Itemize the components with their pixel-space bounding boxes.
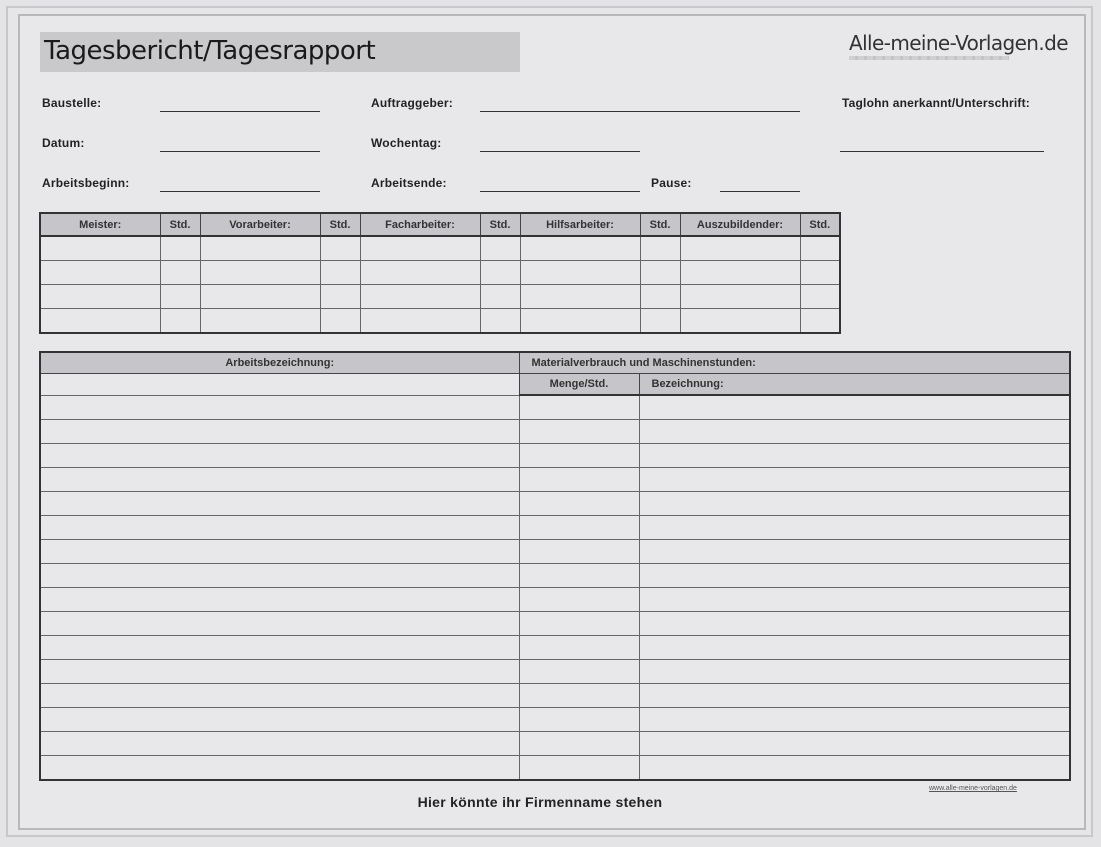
arbeitsbeginn-label: Arbeitsbeginn:: [42, 176, 130, 190]
auftraggeber-field[interactable]: [480, 111, 800, 112]
crew-row: [40, 309, 840, 334]
crew-cell[interactable]: [160, 236, 200, 261]
work-row: [40, 444, 1070, 468]
company-footer: Hier könnte ihr Firmenname stehen: [417, 794, 663, 810]
work-row: [40, 588, 1070, 612]
quantity-cell[interactable]: [519, 516, 639, 540]
crew-cell[interactable]: [640, 309, 680, 334]
material-description-cell[interactable]: [639, 588, 1070, 612]
crew-cell[interactable]: [800, 261, 840, 285]
crew-cell[interactable]: [160, 261, 200, 285]
wochentag-label: Wochentag:: [371, 136, 442, 150]
crew-cell[interactable]: [800, 236, 840, 261]
work-row: [40, 516, 1070, 540]
quantity-cell[interactable]: [519, 684, 639, 708]
quantity-cell[interactable]: [519, 395, 639, 420]
work-row: [40, 540, 1070, 564]
crew-header: Hilfsarbeiter:: [520, 213, 640, 236]
auftraggeber-label: Auftraggeber:: [371, 96, 453, 110]
work-description-cell[interactable]: [40, 516, 519, 540]
work-row: [40, 468, 1070, 492]
crew-cell[interactable]: [520, 309, 640, 334]
crew-cell[interactable]: [800, 285, 840, 309]
quantity-cell[interactable]: [519, 540, 639, 564]
crew-cell[interactable]: [480, 261, 520, 285]
crew-header: Vorarbeiter:: [200, 213, 320, 236]
work-description-cell[interactable]: [40, 660, 519, 684]
crew-cell[interactable]: [40, 309, 160, 334]
crew-cell[interactable]: [800, 309, 840, 334]
wochentag-field[interactable]: [480, 151, 640, 152]
material-header: Materialverbrauch und Maschinenstunden:: [519, 352, 1070, 374]
work-row: [40, 395, 1070, 420]
work-row: [40, 492, 1070, 516]
crew-header: Std.: [640, 213, 680, 236]
material-description-cell[interactable]: [639, 660, 1070, 684]
arbeitsbezeichnung-header: Arbeitsbezeichnung:: [40, 352, 519, 374]
quantity-cell[interactable]: [519, 660, 639, 684]
pause-label: Pause:: [651, 176, 692, 190]
crew-header: Std.: [160, 213, 200, 236]
material-description-cell[interactable]: [639, 540, 1070, 564]
quantity-cell[interactable]: [519, 756, 639, 781]
material-description-cell[interactable]: [639, 492, 1070, 516]
crew-cell[interactable]: [360, 261, 480, 285]
brand-underline: [849, 56, 1009, 60]
work-description-cell[interactable]: [40, 756, 519, 781]
work-description-cell[interactable]: [40, 468, 519, 492]
material-description-cell[interactable]: [639, 395, 1070, 420]
material-description-cell[interactable]: [639, 444, 1070, 468]
crew-header: Facharbeiter:: [360, 213, 480, 236]
crew-cell[interactable]: [680, 285, 800, 309]
material-description-cell[interactable]: [639, 732, 1070, 756]
arbeitsbezeichnung-subheader: [40, 374, 519, 396]
work-description-cell[interactable]: [40, 708, 519, 732]
menge-header: Menge/Std.: [519, 374, 639, 396]
material-description-cell[interactable]: [639, 516, 1070, 540]
work-description-cell[interactable]: [40, 492, 519, 516]
crew-cell[interactable]: [480, 285, 520, 309]
crew-row: [40, 285, 840, 309]
material-description-cell[interactable]: [639, 756, 1070, 781]
crew-cell[interactable]: [200, 236, 320, 261]
quantity-cell[interactable]: [519, 420, 639, 444]
footer-link[interactable]: www.alle-meine-vorlagen.de: [929, 785, 1017, 792]
work-row: [40, 636, 1070, 660]
quantity-cell[interactable]: [519, 708, 639, 732]
crew-cell[interactable]: [320, 309, 360, 334]
crew-header: Std.: [480, 213, 520, 236]
work-row: [40, 420, 1070, 444]
pause-field[interactable]: [720, 191, 800, 192]
crew-cell[interactable]: [40, 261, 160, 285]
quantity-cell[interactable]: [519, 636, 639, 660]
quantity-cell[interactable]: [519, 612, 639, 636]
work-description-cell[interactable]: [40, 395, 519, 420]
work-description-cell[interactable]: [40, 444, 519, 468]
work-description-cell[interactable]: [40, 564, 519, 588]
arbeitsbeginn-field[interactable]: [160, 191, 320, 192]
crew-cell[interactable]: [520, 261, 640, 285]
crew-cell[interactable]: [320, 285, 360, 309]
work-row: [40, 564, 1070, 588]
crew-cell[interactable]: [40, 285, 160, 309]
datum-field[interactable]: [160, 151, 320, 152]
crew-cell[interactable]: [360, 285, 480, 309]
crew-cell[interactable]: [480, 236, 520, 261]
taglohn-label: Taglohn anerkannt/Unterschrift:: [842, 96, 1030, 110]
work-description-cell[interactable]: [40, 636, 519, 660]
baustelle-field[interactable]: [160, 111, 320, 112]
work-row: [40, 660, 1070, 684]
crew-cell[interactable]: [320, 236, 360, 261]
crew-cell[interactable]: [320, 261, 360, 285]
quantity-cell[interactable]: [519, 732, 639, 756]
crew-cell[interactable]: [200, 309, 320, 334]
work-description-cell[interactable]: [40, 732, 519, 756]
signature-field[interactable]: [840, 151, 1044, 152]
work-description-cell[interactable]: [40, 540, 519, 564]
work-description-cell[interactable]: [40, 420, 519, 444]
crew-row: [40, 236, 840, 261]
work-description-cell[interactable]: [40, 612, 519, 636]
crew-cell[interactable]: [520, 236, 640, 261]
crew-cell[interactable]: [640, 261, 680, 285]
material-description-cell[interactable]: [639, 612, 1070, 636]
work-row: [40, 732, 1070, 756]
quantity-cell[interactable]: [519, 444, 639, 468]
quantity-cell[interactable]: [519, 492, 639, 516]
crew-cell[interactable]: [480, 309, 520, 334]
material-description-cell[interactable]: [639, 564, 1070, 588]
work-row: [40, 756, 1070, 781]
quantity-cell[interactable]: [519, 588, 639, 612]
crew-row: [40, 261, 840, 285]
crew-cell[interactable]: [160, 285, 200, 309]
work-description-cell[interactable]: [40, 588, 519, 612]
material-description-cell[interactable]: [639, 684, 1070, 708]
crew-cell[interactable]: [680, 236, 800, 261]
baustelle-label: Baustelle:: [42, 96, 102, 110]
material-description-cell[interactable]: [639, 708, 1070, 732]
crew-cell[interactable]: [160, 309, 200, 334]
crew-header: Auszubildender:: [680, 213, 800, 236]
crew-cell[interactable]: [40, 236, 160, 261]
work-row: [40, 684, 1070, 708]
brand-logo: Alle-meine-Vorlagen.de: [849, 31, 1068, 55]
material-description-cell[interactable]: [639, 636, 1070, 660]
work-row: [40, 708, 1070, 732]
material-description-cell[interactable]: [639, 420, 1070, 444]
work-table: [39, 351, 1071, 781]
crew-header: Std.: [800, 213, 840, 236]
work-description-cell[interactable]: [40, 684, 519, 708]
arbeitsende-field[interactable]: [480, 191, 640, 192]
crew-cell[interactable]: [520, 285, 640, 309]
crew-header: Meister:: [40, 213, 160, 236]
crew-cell[interactable]: [680, 309, 800, 334]
material-description-cell[interactable]: [639, 468, 1070, 492]
quantity-cell[interactable]: [519, 468, 639, 492]
crew-cell[interactable]: [200, 285, 320, 309]
arbeitsende-label: Arbeitsende:: [371, 176, 447, 190]
crew-cell[interactable]: [680, 261, 800, 285]
crew-cell[interactable]: [640, 236, 680, 261]
crew-table: [39, 212, 841, 334]
bezeichnung-header: Bezeichnung:: [639, 374, 1070, 396]
page-title: Tagesbericht/Tagesrapport: [44, 36, 376, 66]
crew-header: Std.: [320, 213, 360, 236]
crew-cell[interactable]: [360, 309, 480, 334]
quantity-cell[interactable]: [519, 564, 639, 588]
crew-cell[interactable]: [640, 285, 680, 309]
work-row: [40, 612, 1070, 636]
crew-cell[interactable]: [360, 236, 480, 261]
datum-label: Datum:: [42, 136, 85, 150]
crew-cell[interactable]: [200, 261, 320, 285]
